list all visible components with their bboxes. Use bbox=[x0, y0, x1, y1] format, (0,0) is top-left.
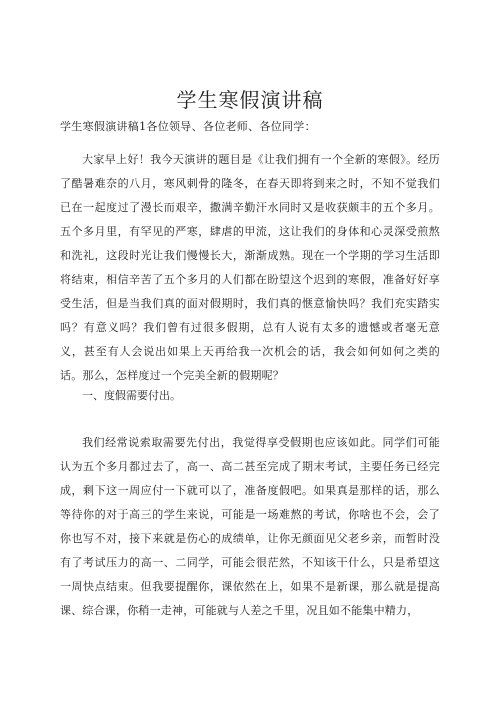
document-title: 学生寒假演讲稿 bbox=[176, 88, 324, 112]
paragraph-2: 我们经常说索取需要先付出，我觉得享受假期也应该如此。同学们可能认为五个多月都过去了，高一、高二甚至完成了期末考试，主要任务已经完成，剩下这一周应付一下就可以了，准备度假吧。如果真是那样的话，那么等待你的对于高三的学生来说，可能是一场难熬的考试，你啥也不会，会了你也写不对，接下来就是伤心的成绩单，让你无颜面见父老乡亲，而暂时没有了考试压力的高一、二同学，可能会很茫然，不知该干什么，只是希望这一周快点结束。但我要提醒你，课依然在上，如果不是新课，那么就是提高课、综合课，你稍一走神，可能就与人差之千里，况且如不能集中精力， bbox=[60, 436, 440, 617]
salutation-line: 学生寒假演讲稿1各位领导、各位老师、各位同学： bbox=[60, 120, 316, 133]
paragraph-1: 大家早上好！我今天演讲的题目是《让我们拥有一个全新的寒假》。经历了酷暑难奈的八月，寒风刺骨的隆冬，在春天即将到来之时，不知不觉我们已在一起度过了漫长而艰辛，撒满辛勤汗水同时又是收获颇丰的五个多月。五个多月里，有罕见的严寒，肆虐的甲流，这让我们的身体和心灵深受煎熬和洗礼，这段时光让我们慢慢长大，渐渐成熟。现在一个学期的学习生活即将结束，相信辛苦了五个多月的人们都在盼望这个迟到的寒假，准备好好享受生活，但是当我们真的面对假期时，我们真的惬意愉快吗？我们充实踏实吗？有意义吗？我们曾有过很多假期，总有人说有太多的遗憾或者毫无意义，甚至有人会说出如果上天再给我一次机会的话，我会如何如何之类的话。那么，怎样度过一个完美全新的假期呢？ bbox=[60, 153, 440, 382]
section-heading-1: 一、度假需要付出。 bbox=[82, 389, 181, 402]
